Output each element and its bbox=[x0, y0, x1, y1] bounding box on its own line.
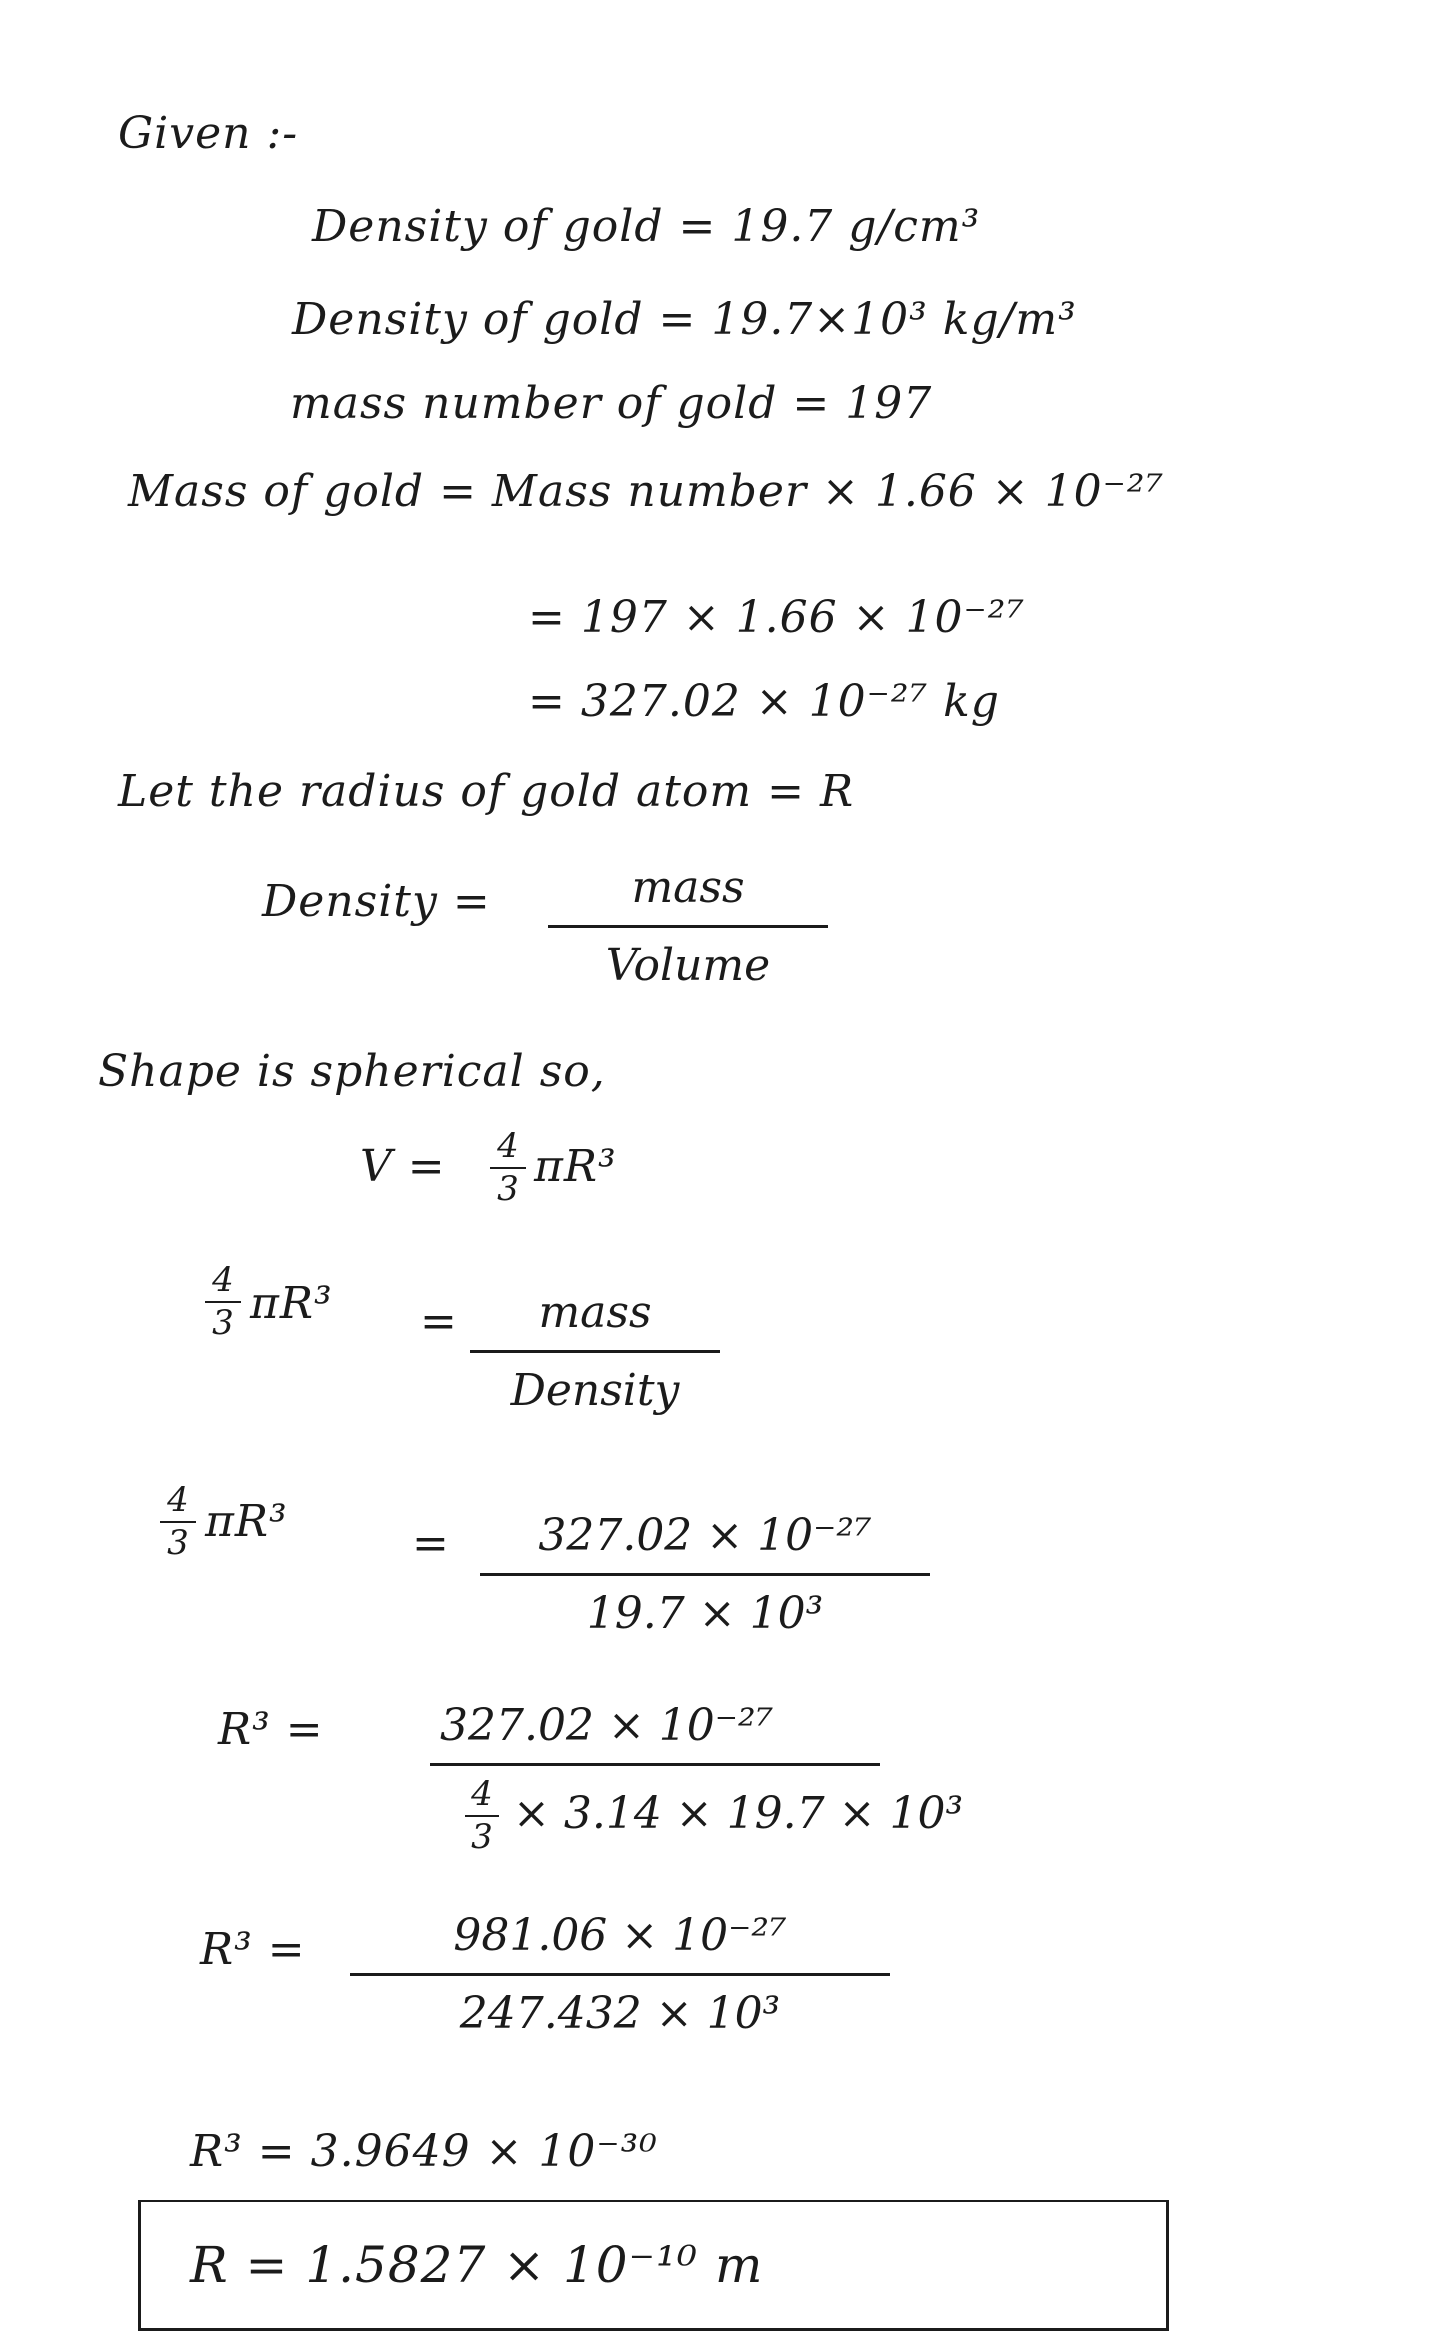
let-radius-line: Let the radius of gold atom = R bbox=[118, 766, 855, 817]
eq1-lhs-rest: πR³ bbox=[250, 1278, 333, 1329]
fraction-bar bbox=[430, 1763, 880, 1766]
fraction-bar bbox=[548, 925, 828, 928]
coef-denominator: 3 bbox=[471, 1817, 493, 1858]
density-definition-lhs: Density = bbox=[262, 876, 491, 927]
fraction-bar bbox=[470, 1350, 720, 1353]
heading-given: Given :- bbox=[118, 108, 299, 159]
eq2-equals: = bbox=[412, 1518, 450, 1569]
eq3-denominator-rest: × 3.14 × 19.7 × 10³ bbox=[513, 1787, 964, 1839]
final-answer: R = 1.5827 × 10⁻¹⁰ m bbox=[190, 2236, 764, 2294]
mass-step-1: = 197 × 1.66 × 10⁻²⁷ bbox=[528, 592, 1025, 643]
fraction-bar bbox=[480, 1573, 930, 1576]
coef-denominator: 3 bbox=[167, 1523, 189, 1564]
fraction-numerator: mass bbox=[538, 1287, 652, 1338]
fraction-numerator: 327.02 × 10⁻²⁷ bbox=[538, 1510, 872, 1561]
volume-lhs: V = bbox=[360, 1141, 446, 1192]
eq5-line: R³ = 3.9649 × 10⁻³⁰ bbox=[190, 2126, 658, 2177]
eq1-equals: = bbox=[420, 1296, 458, 1347]
eq1-fraction bbox=[470, 1285, 720, 1418]
fraction-denominator: 19.7 × 10³ bbox=[586, 1588, 824, 1639]
fraction-numerator: 981.06 × 10⁻²⁷ bbox=[453, 1910, 787, 1961]
eq3-lhs: R³ = bbox=[218, 1704, 324, 1755]
density-gcm3-line: Density of gold = 19.7 g/cm³ bbox=[312, 201, 981, 252]
eq2-fraction bbox=[480, 1508, 930, 1641]
mass-step-2: = 327.02 × 10⁻²⁷ kg bbox=[528, 676, 1000, 727]
fraction-denominator: Density bbox=[510, 1365, 680, 1416]
eq2-coefficient bbox=[160, 1482, 196, 1563]
density-definition-fraction bbox=[548, 860, 828, 993]
eq1-coefficient bbox=[205, 1262, 241, 1343]
fraction-bar bbox=[350, 1973, 890, 1976]
coef-denominator: 3 bbox=[212, 1303, 234, 1344]
volume-coefficient bbox=[490, 1128, 526, 1209]
density-si-line: Density of gold = 19.7×10³ kg/m³ bbox=[292, 294, 1077, 345]
mass-number-line: mass number of gold = 197 bbox=[290, 378, 933, 429]
coef-denominator: 3 bbox=[497, 1169, 519, 1210]
fraction-numerator: 327.02 × 10⁻²⁷ bbox=[440, 1700, 774, 1751]
eq3-fraction bbox=[430, 1698, 1060, 1857]
fraction-denominator bbox=[430, 1776, 1060, 1857]
coef-numerator: 4 bbox=[497, 1126, 519, 1166]
eq4-lhs: R³ = bbox=[200, 1924, 306, 1975]
coef-numerator: 4 bbox=[471, 1774, 493, 1814]
eq4-fraction bbox=[350, 1908, 890, 2041]
shape-line: Shape is spherical so, bbox=[98, 1046, 606, 1097]
volume-rest: πR³ bbox=[534, 1141, 617, 1192]
fraction-denominator: Volume bbox=[605, 940, 771, 991]
eq2-lhs-rest: πR³ bbox=[205, 1496, 288, 1547]
fraction-denominator: 247.432 × 10³ bbox=[459, 1988, 781, 2039]
eq3-denominator-coefficient bbox=[465, 1776, 499, 1857]
coef-numerator: 4 bbox=[212, 1260, 234, 1300]
mass-of-gold-line: Mass of gold = Mass number × 1.66 × 10⁻²⁷ bbox=[128, 466, 1165, 517]
fraction-numerator: mass bbox=[631, 862, 745, 913]
coef-numerator: 4 bbox=[167, 1480, 189, 1520]
